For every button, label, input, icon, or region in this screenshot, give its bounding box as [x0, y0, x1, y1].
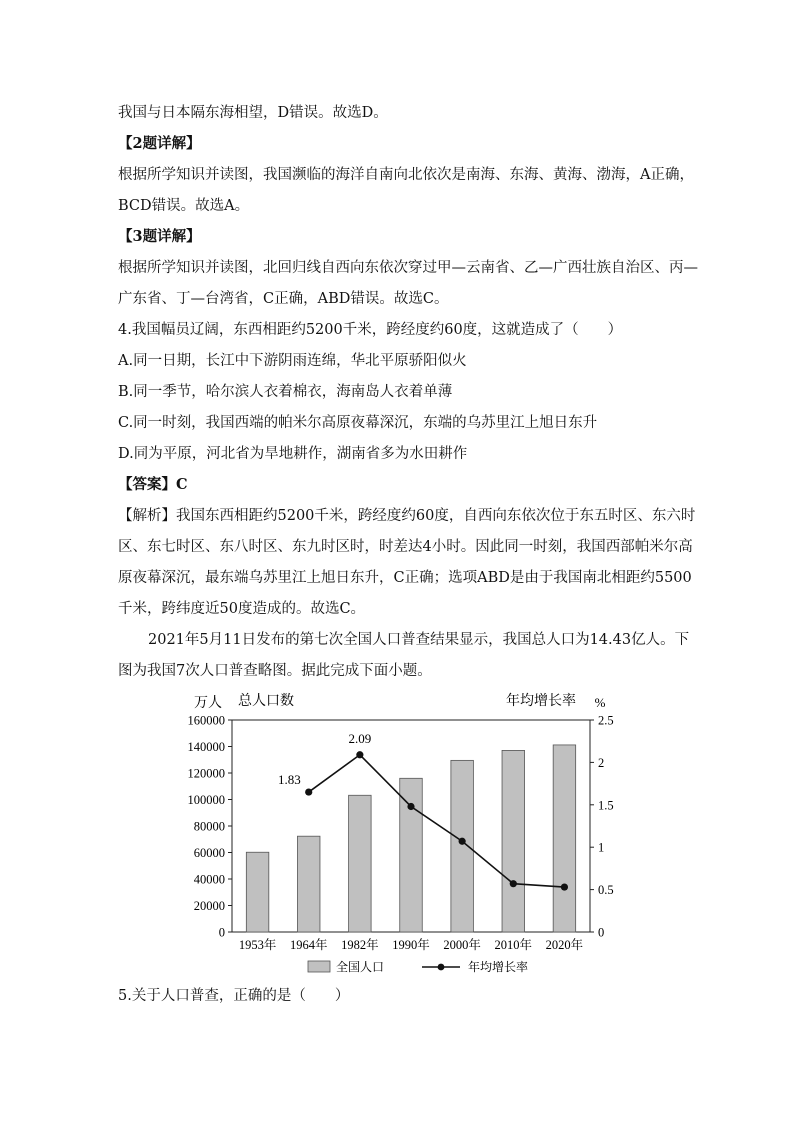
x-tick-label: 2010年: [494, 938, 533, 952]
legend-line-label: 年均增长率: [468, 960, 529, 974]
right-tick-label: 0: [598, 925, 605, 940]
question-5-stem: 5.关于人口普查，正确的是（ ）: [118, 988, 350, 1004]
x-tick-label: 1990年: [392, 938, 430, 952]
x-tick-label: 2020年: [545, 938, 584, 952]
paragraph-q3-line-1: 根据所学知识并读图，北回归线自西向东依次穿过甲—云南省、乙—广西壮族自治区、丙—: [118, 260, 698, 276]
question-4-analysis-line-4: 千米，跨纬度近50度造成的。故选C。: [118, 601, 366, 617]
left-tick-label: 60000: [193, 846, 225, 860]
growth-rate-point: [561, 883, 568, 890]
population-bar: [502, 750, 525, 932]
growth-rate-point: [407, 803, 414, 810]
left-tick-label: 140000: [187, 740, 225, 754]
left-axis-title: 总人口数: [238, 694, 294, 709]
paragraph-q2-line-1: 根据所学知识并读图，我国濒临的海洋自南向北依次是南海、东海、黄海、渤海，A正确，: [118, 167, 694, 183]
census-intro-line-1: 2021年5月11日发布的第七次全国人口普查结果显示，我国总人口为14.43亿人。下: [148, 632, 690, 648]
left-tick-label: 100000: [187, 793, 225, 807]
left-tick-label: 160000: [187, 713, 225, 728]
right-tick-label: 2.5: [598, 713, 614, 728]
growth-rate-point: [510, 880, 517, 887]
question-4-analysis-line-1: 【解析】我国东西相距约5200千米，跨经度约60度，自西向东依次位于东五时区、东六时: [118, 508, 696, 524]
growth-rate-line: [309, 755, 565, 887]
question-4-analysis-line-3: 原夜幕深沉，最东端乌苏里江上旭日东升，C正确；选项ABD是由于我国南北相距约5500: [118, 570, 692, 586]
population-bar: [246, 852, 269, 932]
x-tick-label: 2000年: [443, 938, 481, 952]
paragraph-answer-1-end: 我国与日本隔东海相望，D错误。故选D。: [118, 105, 388, 121]
question-4-option-c: C.同一时刻，我国西端的帕米尔高原夜幕深沉，东端的乌苏里江上旭日东升: [118, 415, 598, 431]
question-4-answer: 【答案】C: [118, 476, 188, 493]
growth-rate-point: [305, 788, 312, 795]
census-intro-line-2: 图为我国7次人口普查略图。据此完成下面小题。: [118, 663, 432, 679]
x-tick-label: 1953年: [238, 938, 277, 952]
heading-q3-detail: 【3题详解】: [118, 228, 201, 245]
legend-bar-swatch: [308, 961, 330, 972]
left-tick-label: 20000: [193, 899, 225, 913]
left-axis-unit: 万人: [194, 696, 222, 711]
legend-bar-label: 全国人口: [336, 960, 385, 974]
paragraph-q3-line-2: 广东省、丁—台湾省，C正确，ABD错误。故选C。: [118, 291, 449, 307]
right-axis-unit: %: [594, 695, 606, 710]
left-tick-label: 120000: [187, 766, 225, 781]
right-tick-label: 1.5: [598, 798, 614, 813]
population-bar: [349, 795, 372, 932]
question-4-option-d: D.同为平原，河北省为旱地耕作，湖南省多为水田耕作: [118, 446, 468, 462]
x-tick-label: 1964年: [289, 938, 328, 952]
census-chart: [180, 690, 620, 980]
growth-rate-data-label: 1.83: [277, 772, 301, 788]
question-4-analysis-line-2: 区、东七时区、东八时区、东九时区时，时差达4小时。因此同一时刻，我国西部帕米尔高: [118, 539, 693, 555]
question-4-option-b: B.同一季节，哈尔滨人衣着棉衣，海南岛人衣着单薄: [118, 384, 453, 400]
legend-line-marker: [438, 964, 445, 971]
population-bar: [451, 760, 474, 932]
right-tick-label: 2: [598, 755, 605, 770]
left-tick-label: 0: [218, 925, 225, 940]
population-bar: [297, 836, 320, 932]
left-tick-label: 40000: [193, 872, 225, 887]
left-tick-label: 80000: [193, 819, 225, 834]
question-4-stem: 4.我国幅员辽阔，东西相距约5200千米，跨经度约60度，这就造成了（ ）: [118, 322, 623, 338]
x-tick-label: 1982年: [341, 938, 379, 952]
right-tick-label: 0.5: [598, 883, 614, 898]
paragraph-q2-line-2: BCD错误。故选A。: [118, 198, 250, 214]
growth-rate-data-label: 2.09: [348, 730, 372, 746]
question-4-option-a: A.同一日期，长江中下游阴雨连绵，华北平原骄阳似火: [118, 353, 467, 369]
right-tick-label: 1: [598, 840, 605, 855]
right-axis-title: 年均增长率: [506, 694, 576, 709]
growth-rate-point: [356, 751, 363, 758]
population-bar: [553, 745, 576, 932]
growth-rate-point: [459, 838, 466, 845]
population-bar: [400, 778, 423, 932]
heading-q2-detail: 【2题详解】: [118, 135, 201, 152]
